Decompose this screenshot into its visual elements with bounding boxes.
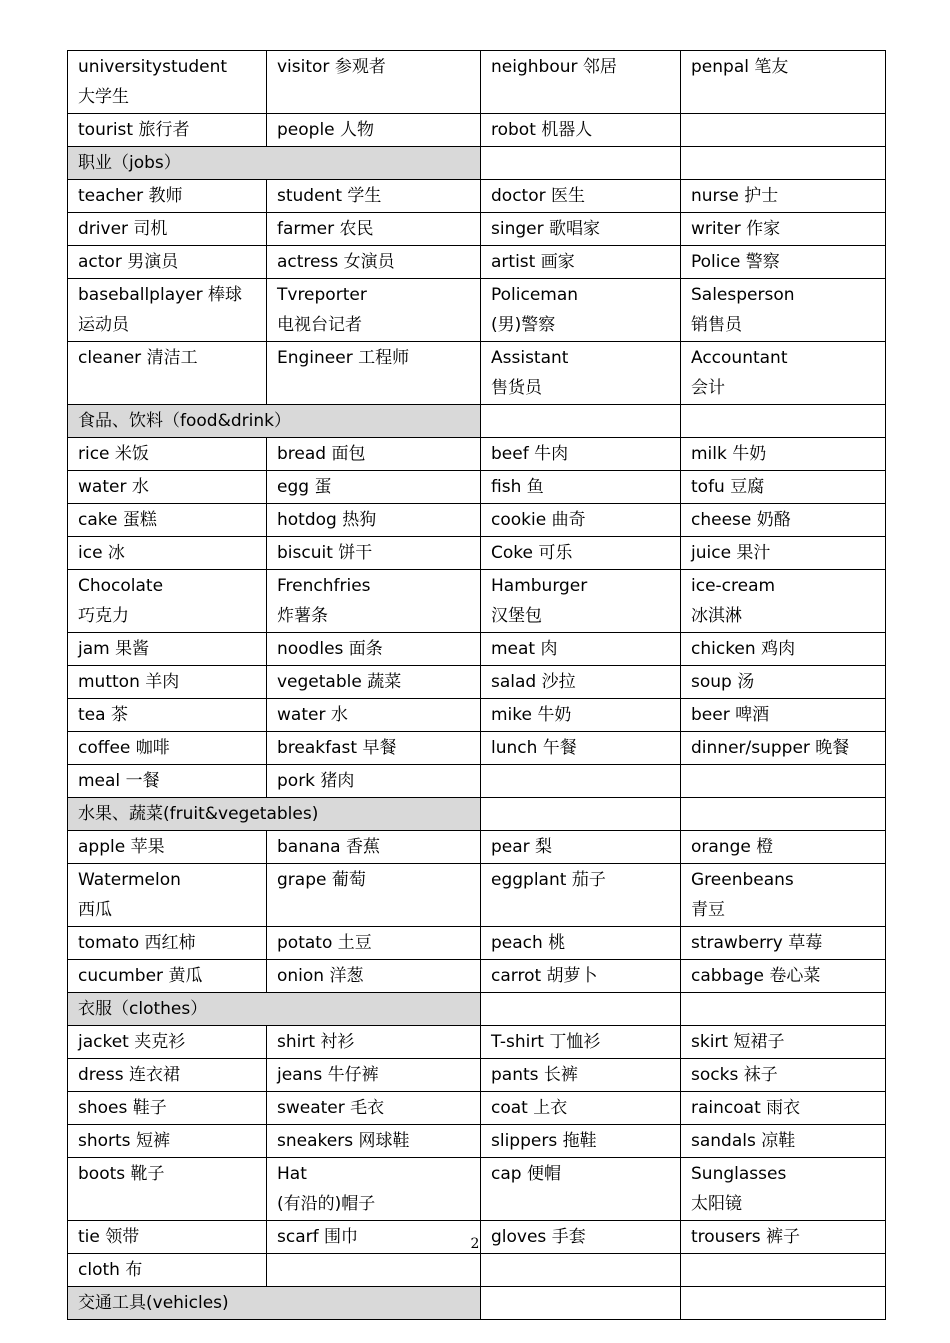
vocab-cell: ice 冰 bbox=[68, 537, 267, 570]
table-row bbox=[68, 1158, 886, 1221]
vocab-cell: salad 沙拉 bbox=[481, 666, 681, 699]
vocab-cell: shoes 鞋子 bbox=[68, 1092, 267, 1125]
vocab-cell: visitor 参观者 bbox=[267, 51, 481, 114]
vocab-cell: tofu 豆腐 bbox=[681, 471, 886, 504]
vocab-cell: Frenchfries 炸薯条 bbox=[267, 570, 481, 633]
vocab-cell: hotdog 热狗 bbox=[267, 504, 481, 537]
section-title: 交通工具(vehicles) bbox=[68, 1287, 481, 1320]
vocab-cell: water 水 bbox=[267, 699, 481, 732]
vocab-cell: skirt 短裙子 bbox=[681, 1026, 886, 1059]
vocab-cell: singer 歌唱家 bbox=[481, 213, 681, 246]
vocab-cell: nurse 护士 bbox=[681, 180, 886, 213]
vocab-cell: jacket 夹克衫 bbox=[68, 1026, 267, 1059]
vocab-cell: cookie 曲奇 bbox=[481, 504, 681, 537]
vocab-cell: pear 梨 bbox=[481, 831, 681, 864]
vocab-cell: dinner/supper 晚餐 bbox=[681, 732, 886, 765]
vocab-cell: meal 一餐 bbox=[68, 765, 267, 798]
vocab-cell: cap 便帽 bbox=[481, 1158, 681, 1221]
vocab-cell: shorts 短裤 bbox=[68, 1125, 267, 1158]
vocab-cell: Chocolate 巧克力 bbox=[68, 570, 267, 633]
vocab-cell: neighbour 邻居 bbox=[481, 51, 681, 114]
table-row bbox=[68, 114, 886, 147]
vocab-cell: beer 啤酒 bbox=[681, 699, 886, 732]
vocab-cell: Policeman (男)警察 bbox=[481, 279, 681, 342]
vocab-cell: doctor 医生 bbox=[481, 180, 681, 213]
vocab-cell: shirt 衬衫 bbox=[267, 1026, 481, 1059]
vocab-cell: trousers 裤子 bbox=[681, 1221, 886, 1254]
section-title: 职业（jobs） bbox=[68, 147, 481, 180]
table-row bbox=[68, 438, 886, 471]
empty-cell bbox=[681, 1287, 886, 1320]
vocab-cell: fish 鱼 bbox=[481, 471, 681, 504]
table-row bbox=[68, 960, 886, 993]
vocab-cell: Hat (有沿的)帽子 bbox=[267, 1158, 481, 1221]
empty-cell bbox=[481, 1287, 681, 1320]
table-row bbox=[68, 537, 886, 570]
vocab-cell: egg 蛋 bbox=[267, 471, 481, 504]
vocab-cell: artist 画家 bbox=[481, 246, 681, 279]
vocab-cell: Police 警察 bbox=[681, 246, 886, 279]
table-row bbox=[68, 504, 886, 537]
vocab-cell: tea 茶 bbox=[68, 699, 267, 732]
vocabulary-table bbox=[67, 50, 886, 1320]
vocab-cell: Coke 可乐 bbox=[481, 537, 681, 570]
empty-cell bbox=[681, 993, 886, 1026]
vocab-cell: Hamburger 汉堡包 bbox=[481, 570, 681, 633]
vocab-cell: juice 果汁 bbox=[681, 537, 886, 570]
vocab-cell: cleaner 清洁工 bbox=[68, 342, 267, 405]
vocab-cell: sneakers 网球鞋 bbox=[267, 1125, 481, 1158]
vocab-cell: bread 面包 bbox=[267, 438, 481, 471]
section-title: 衣服（clothes） bbox=[68, 993, 481, 1026]
vocab-cell: actor 男演员 bbox=[68, 246, 267, 279]
table-row bbox=[68, 1092, 886, 1125]
vocab-cell: vegetable 蔬菜 bbox=[267, 666, 481, 699]
section-header-row bbox=[68, 993, 886, 1026]
empty-cell bbox=[681, 765, 886, 798]
section-title: 水果、蔬菜(fruit&vegetables) bbox=[68, 798, 481, 831]
page-number: 2 bbox=[470, 1236, 480, 1252]
vocab-cell: rice 米饭 bbox=[68, 438, 267, 471]
vocab-cell: cheese 奶酪 bbox=[681, 504, 886, 537]
vocab-cell: mutton 羊肉 bbox=[68, 666, 267, 699]
table-row bbox=[68, 570, 886, 633]
empty-cell bbox=[267, 1254, 481, 1287]
section-header-row bbox=[68, 405, 886, 438]
vocab-cell: noodles 面条 bbox=[267, 633, 481, 666]
table-row bbox=[68, 213, 886, 246]
vocab-cell: beef 牛肉 bbox=[481, 438, 681, 471]
vocab-cell: eggplant 茄子 bbox=[481, 864, 681, 927]
vocab-cell: writer 作家 bbox=[681, 213, 886, 246]
vocab-cell: water 水 bbox=[68, 471, 267, 504]
empty-cell bbox=[481, 147, 681, 180]
vocabulary-table-body bbox=[68, 51, 886, 1320]
empty-cell bbox=[481, 1254, 681, 1287]
table-row bbox=[68, 471, 886, 504]
vocab-cell: farmer 农民 bbox=[267, 213, 481, 246]
vocab-cell: banana 香蕉 bbox=[267, 831, 481, 864]
table-row bbox=[68, 279, 886, 342]
table-row bbox=[68, 732, 886, 765]
section-header-row bbox=[68, 147, 886, 180]
vocab-cell: tourist 旅行者 bbox=[68, 114, 267, 147]
vocab-cell: driver 司机 bbox=[68, 213, 267, 246]
empty-cell bbox=[681, 1254, 886, 1287]
vocab-cell: mike 牛奶 bbox=[481, 699, 681, 732]
vocab-cell: orange 橙 bbox=[681, 831, 886, 864]
vocab-cell: meat 肉 bbox=[481, 633, 681, 666]
vocab-cell: milk 牛奶 bbox=[681, 438, 886, 471]
vocab-cell: actress 女演员 bbox=[267, 246, 481, 279]
vocab-cell: universitystudent 大学生 bbox=[68, 51, 267, 114]
vocab-cell: raincoat 雨衣 bbox=[681, 1092, 886, 1125]
table-row bbox=[68, 927, 886, 960]
vocab-cell: strawberry 草莓 bbox=[681, 927, 886, 960]
vocab-cell: breakfast 早餐 bbox=[267, 732, 481, 765]
table-row bbox=[68, 864, 886, 927]
vocab-cell: cake 蛋糕 bbox=[68, 504, 267, 537]
vocab-cell: grape 葡萄 bbox=[267, 864, 481, 927]
vocab-cell: T-shirt 丁恤衫 bbox=[481, 1026, 681, 1059]
empty-cell bbox=[681, 405, 886, 438]
vocab-cell: pants 长裤 bbox=[481, 1059, 681, 1092]
table-row bbox=[68, 51, 886, 114]
vocab-cell: potato 土豆 bbox=[267, 927, 481, 960]
vocab-cell: Sunglasses 太阳镜 bbox=[681, 1158, 886, 1221]
vocab-cell: scarf 围巾 bbox=[267, 1221, 481, 1254]
vocab-cell: soup 汤 bbox=[681, 666, 886, 699]
empty-cell bbox=[481, 405, 681, 438]
table-row bbox=[68, 180, 886, 213]
vocab-cell: people 人物 bbox=[267, 114, 481, 147]
vocab-cell: tie 领带 bbox=[68, 1221, 267, 1254]
vocab-cell: gloves 手套 bbox=[481, 1221, 681, 1254]
empty-cell bbox=[681, 114, 886, 147]
section-header-row bbox=[68, 798, 886, 831]
vocab-cell: cabbage 卷心菜 bbox=[681, 960, 886, 993]
table-row bbox=[68, 666, 886, 699]
empty-cell bbox=[481, 798, 681, 831]
table-row bbox=[68, 1254, 886, 1287]
vocab-cell: Watermelon 西瓜 bbox=[68, 864, 267, 927]
vocab-cell: baseballplayer 棒球 运动员 bbox=[68, 279, 267, 342]
vocab-cell: sweater 毛衣 bbox=[267, 1092, 481, 1125]
table-row bbox=[68, 633, 886, 666]
vocab-cell: jam 果酱 bbox=[68, 633, 267, 666]
vocab-cell: Assistant 售货员 bbox=[481, 342, 681, 405]
vocab-cell: ice-cream 冰淇淋 bbox=[681, 570, 886, 633]
table-row bbox=[68, 699, 886, 732]
table-row bbox=[68, 831, 886, 864]
vocab-cell: peach 桃 bbox=[481, 927, 681, 960]
vocab-cell: pork 猪肉 bbox=[267, 765, 481, 798]
vocab-cell: apple 苹果 bbox=[68, 831, 267, 864]
vocab-cell: slippers 拖鞋 bbox=[481, 1125, 681, 1158]
vocab-cell: chicken 鸡肉 bbox=[681, 633, 886, 666]
vocab-cell: coat 上衣 bbox=[481, 1092, 681, 1125]
vocab-cell: onion 洋葱 bbox=[267, 960, 481, 993]
vocab-cell: Greenbeans 青豆 bbox=[681, 864, 886, 927]
vocab-cell: biscuit 饼干 bbox=[267, 537, 481, 570]
table-row bbox=[68, 342, 886, 405]
section-title: 食品、饮料（food&drink） bbox=[68, 405, 481, 438]
vocab-cell: tomato 西红柿 bbox=[68, 927, 267, 960]
section-header-row bbox=[68, 1287, 886, 1320]
vocab-cell: carrot 胡萝卜 bbox=[481, 960, 681, 993]
vocab-cell: robot 机器人 bbox=[481, 114, 681, 147]
vocab-cell: Engineer 工程师 bbox=[267, 342, 481, 405]
table-row bbox=[68, 246, 886, 279]
vocab-cell: boots 靴子 bbox=[68, 1158, 267, 1221]
vocab-cell: coffee 咖啡 bbox=[68, 732, 267, 765]
vocab-cell: penpal 笔友 bbox=[681, 51, 886, 114]
table-row bbox=[68, 1026, 886, 1059]
vocab-cell: student 学生 bbox=[267, 180, 481, 213]
vocab-cell: socks 袜子 bbox=[681, 1059, 886, 1092]
vocab-cell: dress 连衣裙 bbox=[68, 1059, 267, 1092]
vocab-cell: jeans 牛仔裤 bbox=[267, 1059, 481, 1092]
vocab-cell: cloth 布 bbox=[68, 1254, 267, 1287]
vocab-cell: Tvreporter 电视台记者 bbox=[267, 279, 481, 342]
empty-cell bbox=[481, 765, 681, 798]
vocab-cell: teacher 教师 bbox=[68, 180, 267, 213]
table-row bbox=[68, 1125, 886, 1158]
vocab-cell: cucumber 黄瓜 bbox=[68, 960, 267, 993]
vocab-cell: Salesperson 销售员 bbox=[681, 279, 886, 342]
empty-cell bbox=[481, 993, 681, 1026]
vocab-cell: sandals 凉鞋 bbox=[681, 1125, 886, 1158]
empty-cell bbox=[681, 147, 886, 180]
vocab-cell: lunch 午餐 bbox=[481, 732, 681, 765]
empty-cell bbox=[681, 798, 886, 831]
table-row bbox=[68, 765, 886, 798]
vocab-cell: Accountant 会计 bbox=[681, 342, 886, 405]
table-row bbox=[68, 1059, 886, 1092]
